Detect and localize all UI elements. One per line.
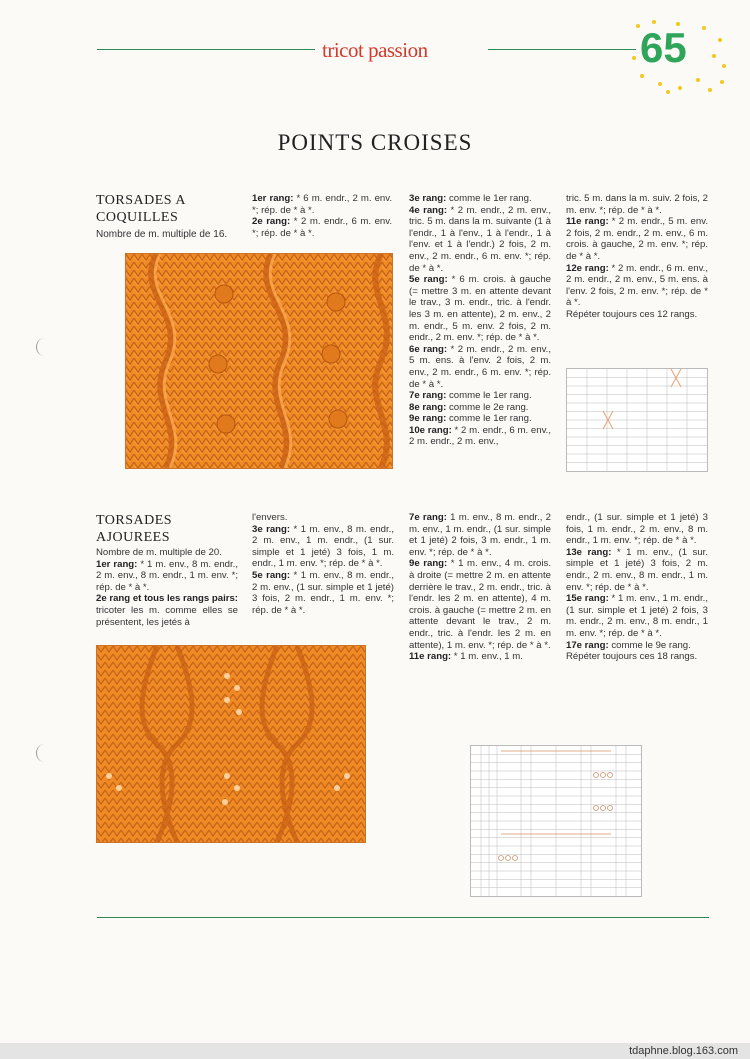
- instruction-row: 11e rang: * 2 m. endr., 5 m. env. 2 fois, 2 m. endr., 2 m. env., 6 m. crois. à gauche, 2 m. env. *; rép. de * à *.: [566, 216, 708, 262]
- instruction-row: 12e rang: * 2 m. endr., 6 m. env., 2 m. endr., 2 m. env., 5 m. ens. à l'env. 2 fois, 2 m. env. *; rép. de * à *.: [566, 262, 708, 309]
- page-number: 65: [640, 24, 687, 71]
- section2-column-1: [252, 512, 394, 616]
- instruction-row: 1er rang: * 6 m. endr., 2 m. env. *; rép. de * à *.: [252, 193, 392, 216]
- instruction-row: 2e rang: * 2 m. endr., 6 m. env. *; rép. de * à *.: [252, 216, 392, 239]
- section1-column-2: [409, 193, 551, 448]
- instruction-row: 3e rang: * 1 m. env., 8 m. endr., 2 m. env., 1 m. endr., (1 sur. simple et 1 jeté) 3 fois, 1 m. endr., 1 m. env. *; rép. de * à *.: [252, 523, 395, 570]
- instruction-row: 7e rang: 1 m. env., 8 m. endr., 2 m. env., 1 m. endr., (1 sur. simple et 1 jeté) 2 fois, 3 m. endr., 1 m. env. *; rép. de * à *.: [409, 512, 551, 558]
- section1-column-3: [566, 193, 708, 321]
- section1-heading: [96, 192, 246, 241]
- instruction-row: Répéter toujours ces 12 rangs.: [566, 308, 698, 320]
- instruction-row: 11e rang: * 1 m. env., 1 m.: [409, 651, 523, 663]
- section1-column-1: [252, 193, 392, 239]
- knit-swatch-photo-2: [96, 645, 366, 843]
- header-rule-right: [488, 49, 636, 50]
- instruction-row: 6e rang: * 2 m. endr., 2 m. env., 5 m. ens. à l'env. 2 fois, 2 m. env., 2 m. endr., 6 m. env. *; rép. de * à *.: [409, 343, 552, 390]
- instruction-row: 15e rang: * 1 m. env., 1 m. endr., (1 sur. simple et 1 jeté) 2 fois, 3 m. endr., 2 m. env., 8 m. endr., 1 m. env. *; rép. de * à *.: [566, 593, 708, 639]
- instruction-row: 4e rang: * 2 m. endr., 2 m. env., tric. 5 m. dans la m. suivante (1 à l'endr., 1 à l'env., 1 à l'endr., 1 à l'env. et 1 à l'endr.) 2 fois, 2 m. env., 2 m. endr., 6 m. env. *; rép. de * à *.: [409, 204, 552, 274]
- binder-hole-mark: [36, 744, 53, 762]
- instruction-row: 8e rang: comme le 2e rang.: [409, 401, 529, 413]
- footer-credit: tdaphne.blog.163.com: [629, 1045, 738, 1057]
- section1-stitch-note: Nombre de m. multiple de 16.: [96, 229, 228, 240]
- instruction-row: 3e rang: comme le 1er rang.: [409, 193, 532, 204]
- binder-hole-mark: [36, 338, 53, 356]
- page-title: POINTS CROISES: [277, 130, 473, 155]
- instruction-row: tric. 5 m. dans la m. suiv. 2 fois, 2 m. env. *; rép. de * à *.: [566, 193, 708, 216]
- instruction-row: 13e rang: * 1 m. env., (1 sur. simple et 1 jeté) 3 fois, 2 m. endr., 2 m. env., 8 m. endr., 1 m. env. *; rép. de * à *.: [566, 546, 708, 593]
- section2-title-line2: AJOUREES: [96, 530, 171, 545]
- instruction-row: 9e rang: comme le 1er rang.: [409, 413, 532, 425]
- instruction-row: Répéter toujours ces 18 rangs.: [566, 651, 698, 663]
- section2-title-line1: TORSADES: [96, 513, 173, 528]
- knit-swatch-photo-1: [125, 253, 393, 469]
- instruction-row: 10e rang: * 2 m. endr., 6 m. env., 2 m. endr., 2 m. env.,: [409, 424, 551, 448]
- instruction-row: 1er rang: * 1 m. env., 8 m. endr., 2 m. env., 8 m. endr., 1 m. env. *; rép. de * à *.: [96, 558, 239, 593]
- instruction-row: 7e rang: comme le 1er rang.: [409, 390, 532, 402]
- instruction-row: Nombre de m. multiple de 20.: [96, 547, 222, 558]
- instruction-row: 5e rang: * 6 m. crois. à gauche (= mettre 3 m. en attente devant le trav., 3 m. endr., tric. à l'endr. les 3 m. en attente), 2 m. env., 2 m. endr., 5 m. env. 2 fois, 2 m. endr., 2 m. env. *; rép. de * à *.: [409, 274, 551, 344]
- section2-column-2: [409, 512, 551, 663]
- instruction-row: 5e rang: * 1 m. env., 8 m. endr., 2 m. env., (1 sur. simple et 1 jeté) 3 fois, 2 m. endr., 1 m. env. *; rép. de * à *.: [252, 569, 395, 616]
- magazine-brand: tricot passion: [322, 38, 428, 62]
- instruction-row: endr., (1 sur. simple et 1 jeté) 3 fois, 1 m. endr., 2 m. env., 8 m. endr., 1 m. env. *; rép. de * à *.: [566, 512, 708, 547]
- section2-column-0: [96, 547, 238, 628]
- instruction-row: 9e rang: * 1 m. env., 4 m. crois. à droite (= mettre 2 m. en attente derrière le trav., 2 m. endr., tric. à l'endr. les 2 m. en attente), 4 m. crois. à gauche (= mettre 2 m. en attente devant le trav., 2 m. endr., tric. à l'endr. les 2 m. en attente), 1 m. env. *; rép. de * à *.: [409, 558, 551, 651]
- instruction-row: 2e rang et tous les rangs pairs: tricoter les m. comme elles se présentent, les jetés à: [96, 593, 238, 628]
- section2-heading: [96, 512, 246, 546]
- header-rule-left: [97, 49, 315, 50]
- section1-title-line1: TORSADES A: [96, 193, 186, 208]
- instruction-row: 17e rang: comme le 9e rang.: [566, 639, 691, 651]
- stitch-chart-1: [566, 368, 708, 472]
- section1-title-line2: COQUILLES: [96, 210, 179, 225]
- section2-column-3: [566, 512, 708, 663]
- instruction-row: l'envers.: [252, 512, 288, 523]
- stitch-chart-2: [470, 745, 642, 897]
- footer-rule: [97, 917, 709, 918]
